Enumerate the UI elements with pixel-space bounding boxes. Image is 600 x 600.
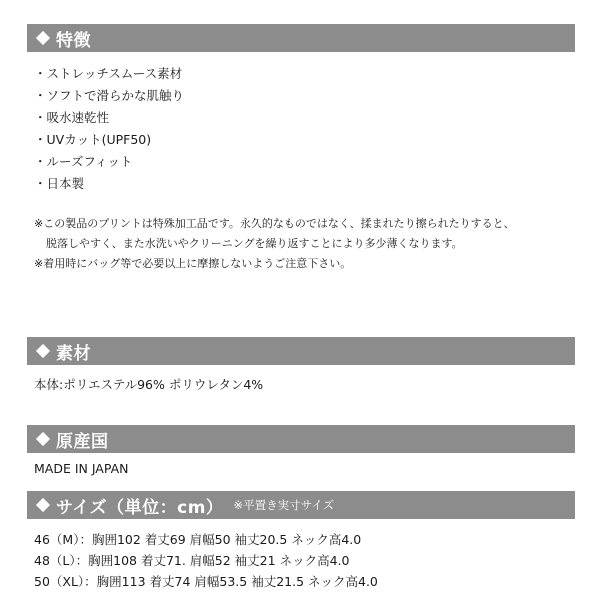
diamond-icon <box>36 432 50 446</box>
size-measurement-note: ※平置き実寸サイズ <box>233 498 335 512</box>
material-section-header <box>27 337 575 365</box>
diamond-icon <box>36 31 50 45</box>
features-section-header <box>27 24 575 52</box>
material-text: 本体:ポリエステル96% ポリウレタン4% <box>34 377 264 392</box>
size-row: 46（M）：胸囲102 着丈69 肩幅50 袖丈20.5 ネック高4.0 <box>34 532 362 547</box>
size-title: サイズ（単位：cm） <box>56 497 224 518</box>
list-item: ・日本製 <box>34 176 85 191</box>
size-row: 48（L）：胸囲108 着丈71. 肩幅52 袖丈21 ネック高4.0 <box>34 553 350 568</box>
origin-text: MADE IN JAPAN <box>34 461 129 476</box>
list-item: ・ルーズフィット <box>34 154 133 169</box>
features-list <box>34 63 184 195</box>
list-item: ・ストレッチスムース素材 <box>34 66 183 81</box>
friction-warning-note: ※着用時にバッグ等で必要以上に摩擦しないようご注意下さい。 <box>34 257 352 270</box>
print-care-note-continued: 脱落しやすく、また水洗いやクリーニングを繰り返すことにより多少薄くなります。 <box>46 237 463 250</box>
list-item: ・ソフトで滑らかな肌触り <box>34 88 185 103</box>
care-notes <box>34 214 515 274</box>
diamond-icon <box>36 498 50 512</box>
material-title: 素材 <box>56 343 91 364</box>
features-title: 特徴 <box>56 30 91 51</box>
diamond-icon <box>36 344 50 358</box>
list-item: ・吸水速乾性 <box>34 110 110 125</box>
print-care-note: ※この製品のプリントは特殊加工品です。永久的なものではなく、揉まれたり擦られたりすると、 <box>34 217 515 230</box>
size-row: 50（XL）：胸囲113 着丈74 肩幅53.5 袖丈21.5 ネック高4.0 <box>34 574 378 589</box>
list-item: ・UVカット(UPF50) <box>34 132 152 147</box>
origin-title: 原産国 <box>56 431 109 452</box>
size-list <box>34 529 378 592</box>
size-section-header <box>27 491 575 519</box>
origin-section-header <box>27 425 575 453</box>
